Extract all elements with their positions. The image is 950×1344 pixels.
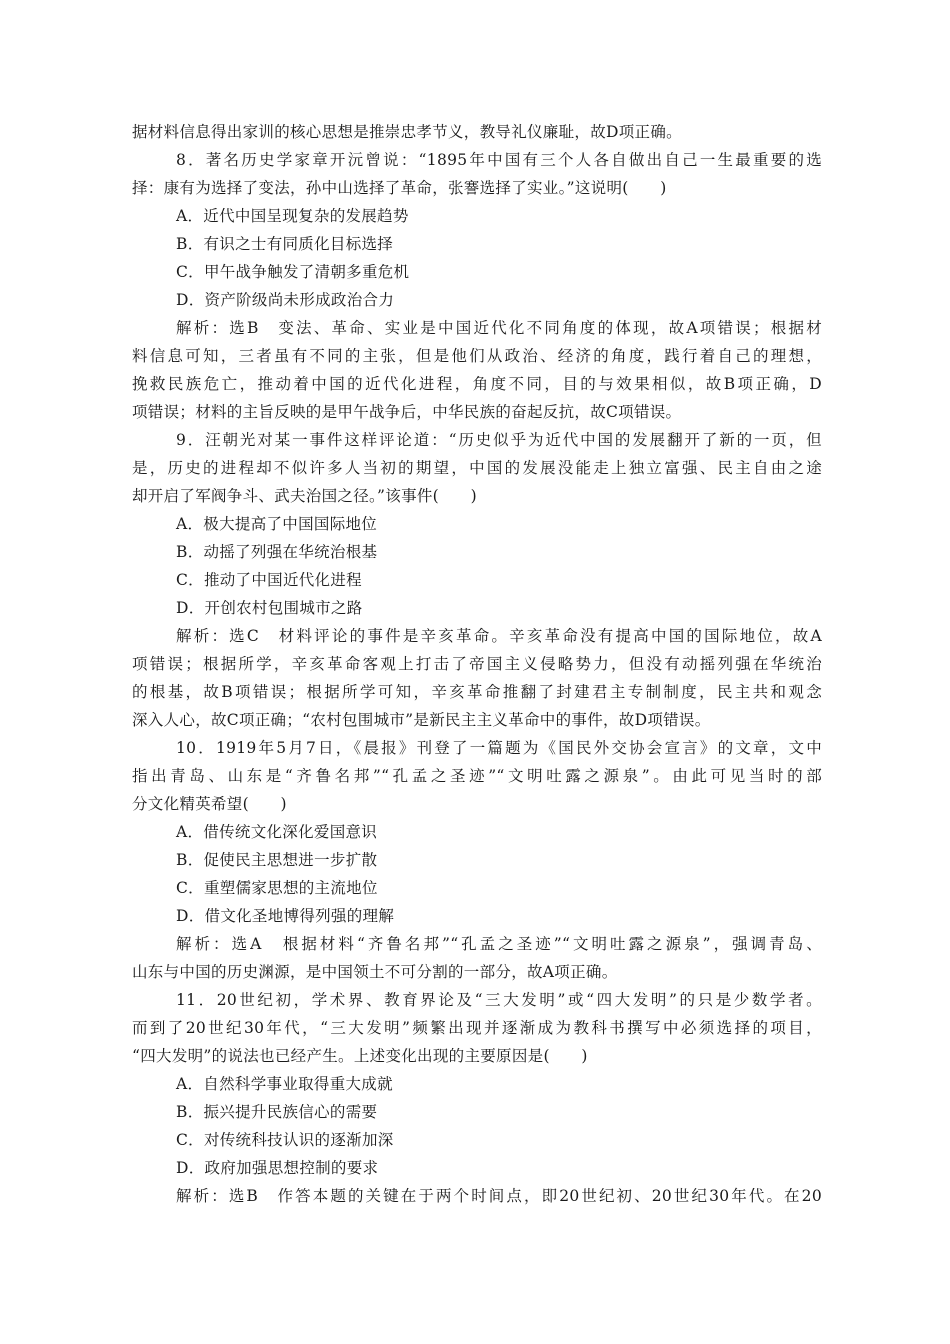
text-line: 解析：选B 变法、革命、实业是中国近代化不同角度的体现，故A项错误；根据材 — [176, 319, 822, 337]
text-line: B．动摇了列强在华统治根基 — [176, 543, 378, 561]
text-line: 项错误；材料的主旨反映的是甲午战争后，中华民族的奋起反抗，故C项错误。 — [132, 403, 682, 421]
text-line: C．推动了中国近代化进程 — [176, 571, 362, 589]
text-line: 深入人心，故C项正确；“农村包围城市”是新民主主义革命中的事件，故D项错误。 — [132, 711, 711, 729]
text-line: 料信息可知，三者虽有不同的主张，但是他们从政治、经济的角度，践行着自己的理想， — [132, 347, 822, 365]
text-line: 指出青岛、山东是“齐鲁名邦”“孔孟之圣迹”“文明吐露之源泉”。由此可见当时的部 — [132, 767, 822, 785]
text-line: B．振兴提升民族信心的需要 — [176, 1103, 378, 1121]
text-line: 10．1919年5月7日，《晨报》刊登了一篇题为《国民外交协会宣言》的文章，文中 — [176, 739, 822, 757]
text-line: 解析：选C 材料评论的事件是辛亥革命。辛亥革命没有提高中国的国际地位，故A — [176, 627, 822, 645]
text-line: C．重塑儒家思想的主流地位 — [176, 879, 378, 897]
text-line: D．借文化圣地博得列强的理解 — [176, 907, 395, 925]
text-line: D．政府加强思想控制的要求 — [176, 1159, 379, 1177]
text-line: 而到了20世纪30年代，“三大发明”频繁出现并逐渐成为教科书撰写中必须选择的项目， — [132, 1019, 822, 1037]
text-line: 项错误；根据所学，辛亥革命客观上打击了帝国主义侵略势力，但没有动摇列强在华统治 — [132, 655, 822, 673]
text-line: D．开创农村包围城市之路 — [176, 599, 363, 617]
document-page — [132, 118, 822, 1210]
text-line: B．有识之士有同质化目标选择 — [176, 235, 394, 253]
text-line: D．资产阶级尚未形成政治合力 — [176, 291, 395, 309]
text-line: C．甲午战争触发了清朝多重危机 — [176, 263, 410, 281]
text-line: 山东与中国的历史渊源，是中国领土不可分割的一部分，故A项正确。 — [132, 963, 618, 981]
text-line: A．自然科学事业取得重大成就 — [176, 1075, 393, 1093]
text-line: A．极大提高了中国国际地位 — [176, 515, 378, 533]
text-line: A．借传统文化深化爱国意识 — [176, 823, 378, 841]
text-line: A．近代中国呈现复杂的发展趋势 — [176, 207, 409, 225]
text-line: 据材料信息得出家训的核心思想是推崇忠孝节义，教导礼仪廉耻，故D项正确。 — [132, 123, 682, 141]
text-line: C．对传统科技认识的逐渐加深 — [176, 1131, 394, 1149]
text-line: 分文化精英希望( ) — [132, 795, 287, 813]
text-line: 解析：选B 作答本题的关键在于两个时间点，即20世纪初、20世纪30年代。在20 — [176, 1187, 822, 1205]
text-line: “四大发明”的说法也已经产生。上述变化出现的主要原因是( ) — [132, 1047, 588, 1065]
text-line: 解析：选A 根据材料“齐鲁名邦”“孔孟之圣迹”“文明吐露之源泉”，强调青岛、 — [176, 935, 822, 953]
text-line: 9．汪朝光对某一事件这样评论道：“历史似乎为近代中国的发展翻开了新的一页，但 — [176, 431, 822, 449]
text-line: 11．20世纪初，学术界、教育界论及“三大发明”或“四大发明”的只是少数学者。 — [176, 991, 822, 1009]
text-line: 却开启了军阀争斗、武夫治国之径。”该事件( ) — [132, 487, 477, 505]
text-line: B．促使民主思想进一步扩散 — [176, 851, 378, 869]
text-line: 的根基，故B项错误；根据所学可知，辛亥革命推翻了封建君主专制制度，民主共和观念 — [132, 683, 822, 701]
text-line: 是，历史的进程却不似许多人当初的期望，中国的发展没能走上独立富强、民主自由之途 — [132, 459, 822, 477]
text-line: 8．著名历史学家章开沅曾说：“1895年中国有三个人各自做出自己一生最重要的选 — [176, 151, 822, 169]
text-line: 择：康有为选择了变法，孙中山选择了革命，张謇选择了实业。”这说明( ) — [132, 179, 667, 197]
text-line: 挽救民族危亡，推动着中国的近代化进程，角度不同，目的与效果相似，故B项正确，D — [132, 375, 822, 393]
